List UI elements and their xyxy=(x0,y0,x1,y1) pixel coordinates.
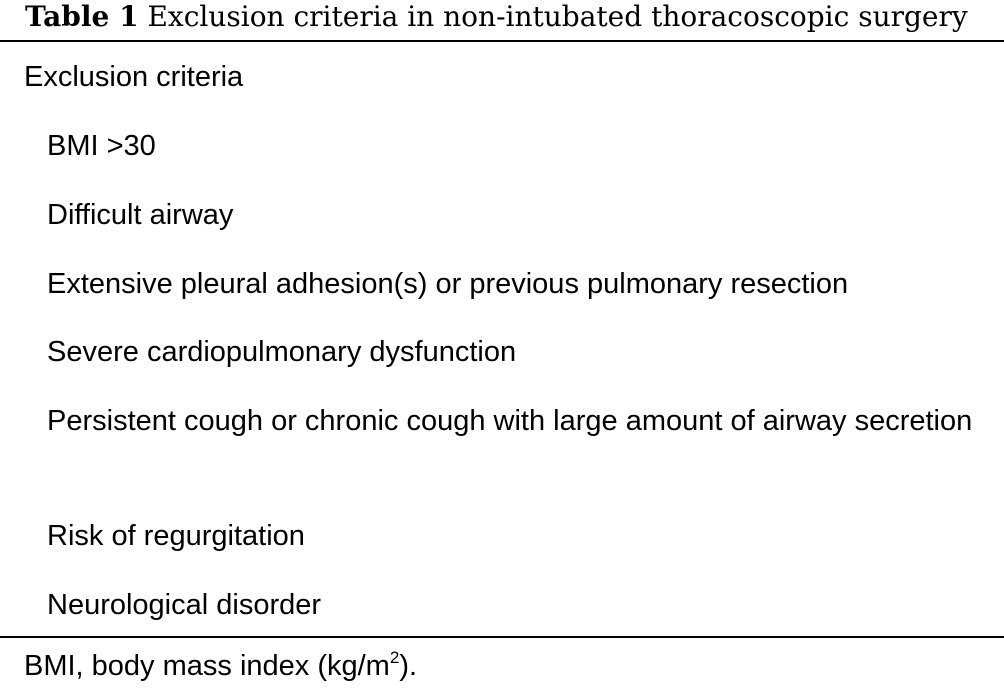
table-row: Persistent cough or chronic cough with large amount of airway secretion xyxy=(47,405,973,437)
table-footnote xyxy=(24,643,417,689)
table-row: Severe cardiopulmonary dysfunction xyxy=(47,336,517,368)
footnote-text: BMI, body mass index (kg/m xyxy=(24,650,390,682)
table-caption xyxy=(25,0,968,35)
footnote-superscript: 2 xyxy=(389,648,400,667)
table-row: Neurological disorder xyxy=(47,589,322,621)
footnote-suffix: ). xyxy=(399,650,418,682)
table-title: Exclusion criteria in non-intubated thoracoscopic surgery xyxy=(147,0,968,33)
column-header: Exclusion criteria xyxy=(24,61,244,93)
table-row: BMI >30 xyxy=(47,130,156,162)
table-row: Risk of regurgitation xyxy=(47,520,305,552)
bottom-rule xyxy=(0,636,1004,638)
table-row: Difficult airway xyxy=(47,199,234,231)
table-label: Table 1 xyxy=(25,0,139,33)
top-rule xyxy=(0,40,1004,42)
table-row: Extensive pleural adhesion(s) or previous pulmonary resection xyxy=(47,268,849,300)
